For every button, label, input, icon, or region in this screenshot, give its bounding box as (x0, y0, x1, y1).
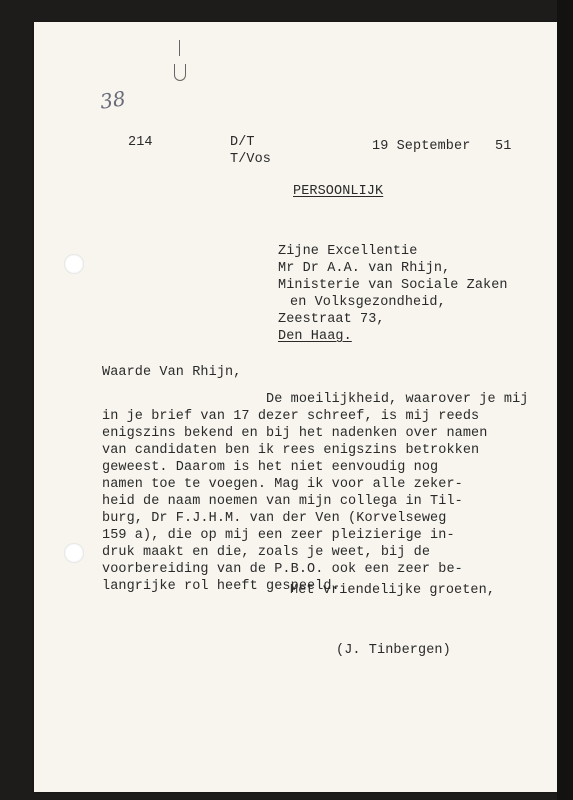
address-line: en Volksgezondheid, (290, 295, 446, 310)
paperclip-mark-icon (171, 40, 189, 88)
recipient-address (278, 243, 508, 345)
body-line: enigszins bekend en bij het nadenken over namen (102, 426, 488, 441)
date-year: 51 (495, 139, 512, 154)
body-line: druk maakt en die, zoals je weet, bij de (102, 545, 431, 560)
ref-code-line: D/T (230, 135, 255, 150)
date-day-month: 19 September (372, 139, 471, 154)
body-line: geweest. Daarom is het niet eenvoudig nog (102, 460, 439, 475)
body-line: burg, Dr F.J.H.M. van der Ven (Korvelseweg (102, 511, 447, 526)
body-line: langrijke rol heeft gespeeld. (102, 579, 340, 594)
punch-hole-bottom (64, 543, 84, 563)
letter-heading: PERSOONLIJK (293, 184, 384, 199)
reference-codes (230, 134, 271, 168)
punch-hole-top (64, 254, 84, 274)
body-line: in je brief van 17 dezer schreef, is mij reeds (102, 409, 480, 424)
body-line: De moeilijkheid, waarover je mij (102, 392, 529, 407)
handwritten-page-number: 38 (98, 86, 127, 114)
salutation: Waarde Van Rhijn, (102, 365, 242, 380)
signature: (J. Tinbergen) (336, 643, 451, 658)
body-line: voorbereiding van de P.B.O. ook een zeer be- (102, 562, 463, 577)
letter-date (372, 138, 511, 155)
closing: Met vriendelijke groeten, (290, 583, 496, 598)
ref-code-line: T/Vos (230, 152, 272, 167)
address-line: Ministerie van Sociale Zaken (278, 278, 508, 293)
body-line: heid de naam noemen van mijn collega in Til- (102, 494, 463, 509)
scan-border (557, 0, 573, 800)
address-line: Mr Dr A.A. van Rhijn, (278, 261, 451, 276)
body-line: van candidaten ben ik rees enigszins betrokken (102, 443, 480, 458)
body-line: 159 a), die op mij een zeer pleizierige in- (102, 528, 455, 543)
reference-number: 214 (128, 135, 153, 150)
address-line: Den Haag. (278, 329, 352, 344)
address-line: Zijne Excellentie (278, 244, 418, 259)
body-line: namen toe te voegen. Mag ik voor alle zeker- (102, 477, 463, 492)
address-line: Zeestraat 73, (278, 312, 385, 327)
letter-body (102, 391, 528, 595)
